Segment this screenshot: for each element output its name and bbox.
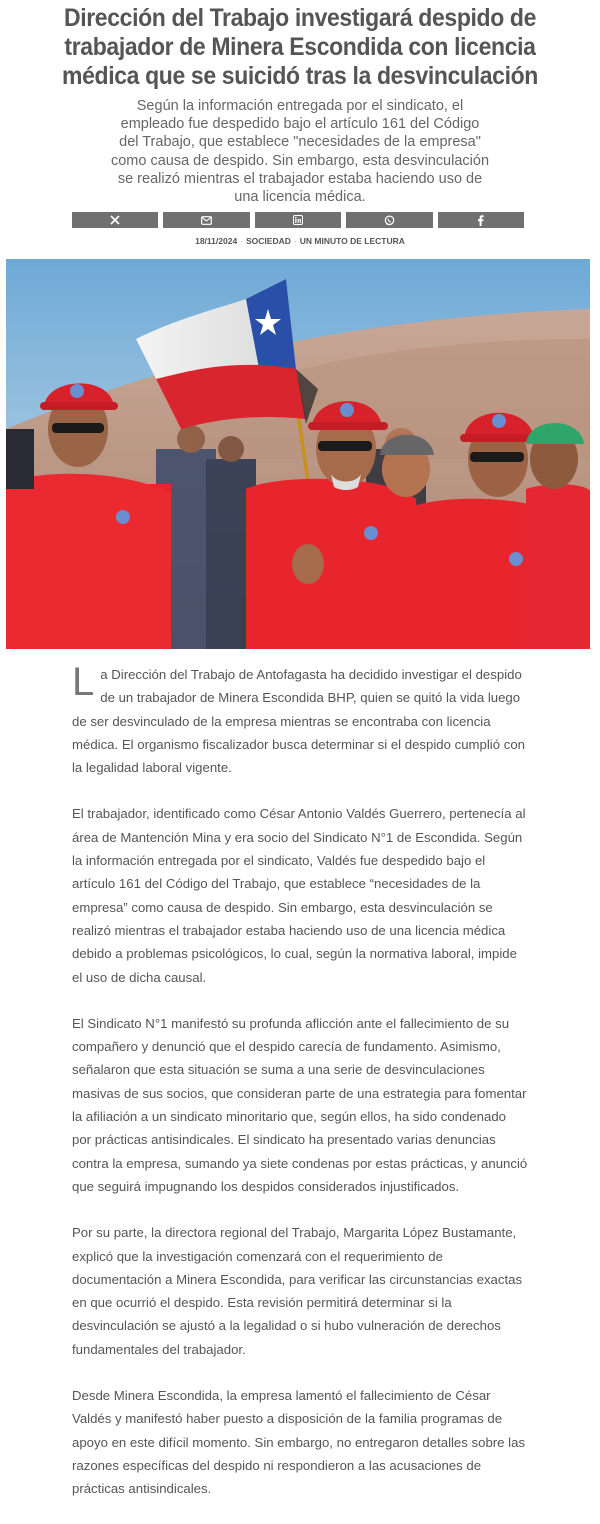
article-read-time: UN MINUTO DE LECTURA — [299, 236, 405, 246]
dropcap: L — [72, 660, 95, 704]
article-paragraph: Por su parte, la directora regional del Trabajo, Margarita López Bustamante, explicó que la investigación comenzará con el requerimiento de documentación a Minera Escondida, para verificar las circunstancias exactas en que ocurrió el despido. Esta revisión permitirá determinar si la desvinculación se ajustó a la legalidad o si hubo vulneración de derechos fundamentales del trabajador. — [72, 1225, 523, 1357]
share-bar — [72, 212, 524, 228]
hero-illustration — [6, 259, 590, 649]
share-whatsapp-button[interactable] — [346, 212, 432, 228]
article-subtitle: Según la información entregada por el sindicato, el empleado fue despedido bajo el artículo 161 del Código del Trabajo, que establece "necesidades de la empresa" como causa de despido. Sin embargo, esta desvinculación se realizó mientras el trabajador estaba haciendo uso de una licencia médica. — [110, 98, 490, 206]
article-paragraph — [72, 660, 528, 779]
whatsapp-icon — [384, 215, 395, 226]
linkedin-icon — [293, 215, 303, 225]
x-icon — [110, 215, 120, 225]
article-meta: 18/11/2024 · SOCIEDAD · UN MINUTO DE LECTURA — [195, 236, 405, 246]
email-icon — [201, 216, 212, 225]
article-date: 18/11/2024 — [195, 236, 238, 246]
article-paragraph: Desde Minera Escondida, la empresa lamentó el fallecimiento de César Valdés y manifestó haber puesto a disposición de la familia programas de apoyo en este difícil momento. Sin embargo, no entregaron detalles sobre las razones específicas del despido ni respondieron a las acusaciones de prácticas antisindicales. — [72, 1388, 526, 1497]
article-category[interactable]: SOCIEDAD — [246, 236, 291, 246]
share-linkedin-button[interactable] — [255, 212, 341, 228]
share-email-button[interactable] — [163, 212, 249, 228]
share-x-button[interactable] — [72, 212, 158, 228]
article-title: Dirección del Trabajo investigará despido de trabajador de Minera Escondida con licencia médica que se suicidó tras la desvinculación — [62, 4, 538, 90]
article-body — [72, 660, 528, 1524]
first-paragraph-text: a Dirección del Trabajo de Antofagasta ha decidido investigar el despido de un trabajador de Minera Escondida BHP, quien se quitó la vida luego de ser desvinculado de la empresa mientras se encontraba con licencia médica. El organismo fiscalizador busca determinar si el despido cumplió con la legalidad laboral vigente. — [72, 667, 525, 776]
article-paragraph: El trabajador, identificado como César Antonio Valdés Guerrero, pertenecía al área de Mantención Mina y era socio del Sindicato N°1 de Escondida. Según la información entregada por el sindicato, Valdés fue despedido bajo el artículo 161 del Código del Trabajo, que establece “necesidades de la empresa” como causa de despido. Sin embargo, esta desvinculación se realizó mientras el trabajador estaba haciendo uso de una licencia médica debido a problemas psicológicos, lo cual, según la normativa laboral, impide el uso de dicha causal. — [72, 806, 526, 985]
share-facebook-button[interactable] — [438, 212, 524, 228]
hero-image — [6, 259, 590, 649]
article-paragraph: El Sindicato N°1 manifestó su profunda aflicción ante el fallecimiento de su compañero y denunció que el despido carecía de fundamento. Asimismo, señalaron que esta situación se suma a una serie de desvinculaciones masivas de sus socios, que consideran parte de una estrategia para fomentar la afiliación a un sindicato minoritario que, según ellos, ha sido condenado por prácticas antisindicales. El sindicato ha presentado varias denuncias contra la empresa, sumando ya siete condenas por estas prácticas, y anunció que seguirá impugnando los despidos considerados injustificados. — [72, 1015, 528, 1194]
facebook-icon — [477, 215, 484, 226]
